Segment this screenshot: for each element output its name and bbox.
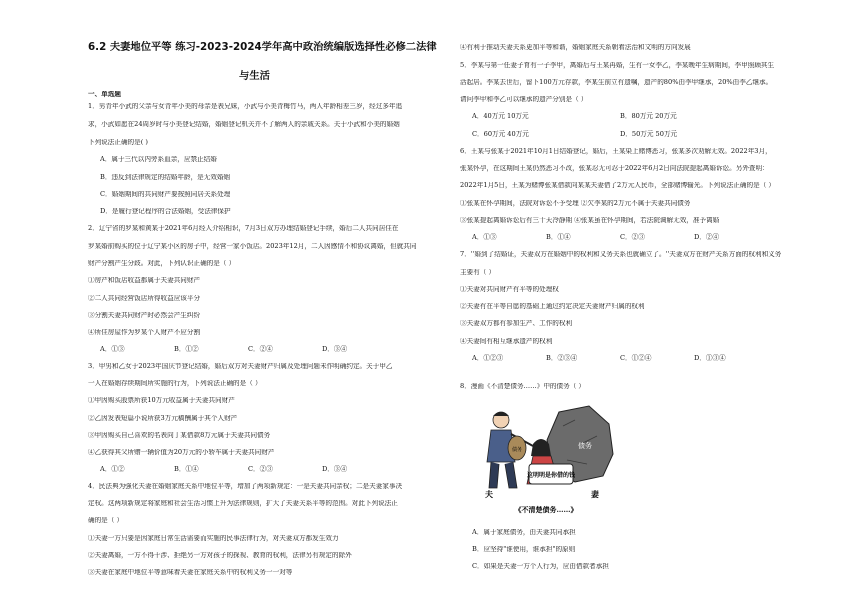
- question-3-statement: ①甲因购买股票所获10万元收益属于夫妻共同财产: [88, 397, 235, 404]
- cartoon-illustration: [471, 404, 621, 517]
- question-3-statement: ②乙因发表短篇小说所获3万元稿酬属于其个人财产: [88, 415, 238, 422]
- question-1-stem: 1．男青年小武的父亲与女青年小美的母亲是表兄妹，小武与小美青梅竹马，两人年龄相差三岁，经过多年追: [88, 103, 403, 110]
- question-8-option-a: A．属于家庭债务，由夫妻共同承担: [472, 529, 576, 536]
- question-4-statement: ①夫妻一方只要是因家庭日常生活需要而实施的民事法律行为，对夫妻双方都发生效力: [88, 535, 339, 542]
- question-7-statement: ②夫妻有在平等自愿的基础上通过约定决定夫妻财产归属的权利: [460, 303, 645, 310]
- question-8-option-c: C．如果是夫妻一方个人行为，应由借款者承担: [472, 563, 609, 570]
- question-2-statement: ④所住房屋作为罗某个人财产不应分割: [88, 329, 201, 336]
- question-4-stem: 确的是（ ）: [88, 517, 124, 524]
- question-4-stem: 4．民法典为强化夫妻在婚姻家庭关系中地位平等，增加了两项新规定：一是夫妻共同亲权；二是夫妻家事决: [88, 483, 403, 490]
- option-a: A．①③: [100, 345, 125, 353]
- option-c: C．60万元 40万元: [472, 130, 529, 138]
- question-5-stem: 请问李甲和李乙可以继承的遗产分别是（ ）: [460, 96, 588, 103]
- question-2-statement: ③分割夫妻共同财产时必然会产生纠纷: [88, 312, 201, 319]
- question-5-stem: 5．李某与第一任妻子育有一子李甲，离婚后与王某再婚，生有一女李乙，李某晚年生病期间，李甲照顾其生: [460, 62, 775, 69]
- option-a: A．①②③: [472, 354, 504, 362]
- section-heading: 一、单选题: [88, 91, 121, 98]
- question-3-statement: ③甲因购买自己喜欢的名表向丁某借款8万元属于夫妻共同债务: [88, 432, 271, 439]
- question-8-stem: 8．漫画《不清楚债务……》中的债务（ ）: [460, 383, 585, 390]
- question-5-options: [460, 113, 795, 122]
- document-title-continued: 与生活: [239, 70, 270, 82]
- option-d: D．50万元 50万元: [620, 130, 678, 138]
- question-7-statement: ①夫妻对共同财产有平等的处理权: [460, 286, 559, 293]
- question-1-stem: 下列说法正确的是( ): [88, 139, 148, 146]
- option-c: C．②③: [620, 233, 645, 241]
- question-1-option-a: A．属于三代以内旁系血亲，应禁止结婚: [100, 156, 217, 163]
- option-c: C．②③: [248, 465, 273, 473]
- question-1-option-d: D．是履行登记程序的合法婚姻，受法律保护: [100, 208, 231, 215]
- question-7-statement: ③夫妻双方都有参加生产、工作的权利: [460, 320, 573, 327]
- option-d: D．②④: [694, 233, 720, 241]
- question-3-stem: 3．甲男和乙女于2023年国庆节登记结婚，婚后双方对夫妻财产归属及处理问题未作明确约定。关于甲乙: [88, 363, 393, 370]
- question-7-stem: 7．''婚到了结婚证，夫妻双方在婚姻中的权利和义务关系也就确立了。''夫妻双方在财产关系方面的权利和义务: [460, 251, 782, 258]
- option-b: B．80万元 20万元: [620, 112, 677, 120]
- question-4-statement: ②夫妻离婚，一方不得干涉、拒绝另一方对孩子的探视、教育的权利，法律另有规定的除外: [88, 552, 352, 559]
- option-b: B．①②: [174, 345, 199, 353]
- option-b: B．②③④: [546, 354, 578, 362]
- option-b: B．①④: [174, 465, 199, 473]
- question-3-options: [88, 466, 421, 475]
- option-d: D．③④: [322, 465, 348, 473]
- option-a: A．40万元 10万元: [472, 112, 529, 120]
- question-4-stem: 定权。这两项新规定将家庭和社会生活习惯上升为法律规则，扩大了夫妻关系平等的范围。对此下列说法正: [88, 500, 398, 507]
- option-d: D．③④: [322, 345, 348, 353]
- question-5-options: [460, 131, 795, 140]
- cartoon-caption: 《不清楚债务……》: [514, 505, 578, 514]
- question-6-statement: ③张某提起离婚诉讼后有三十天冷静期 ④张某虽在怀孕期间，若法院调解无效，准予离婚: [460, 217, 720, 224]
- question-1-option-b: B．违反到法律规定的结婚年龄，是无效婚姻: [100, 174, 231, 181]
- question-6-stem: 2022年1月5日，王某为赌博张某借款向某某夫妻借了2万元人民币，全部赌博输光。下列说法正确的是（ ）: [460, 182, 775, 189]
- question-2-statement: ②二人共同经营饭店所得收益应该平分: [88, 295, 201, 302]
- option-c: C．①②④: [620, 354, 652, 362]
- question-1-option-c: C．婚姻期间的共同财产要按照同居关系处理: [100, 191, 231, 198]
- question-7-stem: 主要有（ ）: [460, 269, 496, 276]
- label-wife: 妻: [591, 489, 599, 499]
- question-6-statement: ①张某在怀孕期间，法院对诉讼不予受理 ②欠李某的2万元不属于夫妻共同债务: [460, 200, 691, 207]
- question-2-stem: 2．辽宁省的罗某和黄某于2021年6月经人介绍相识，7月3日双方办理结婚登记手续，婚后二人共同居住在: [88, 225, 399, 232]
- question-5-stem: 活起居。李某去世后，留下100万元存款，李某生前立有遗嘱，遗产的80%由李甲继承，20%由李乙继承。: [460, 79, 773, 86]
- option-a: A．①③: [472, 233, 497, 241]
- question-2-statement: ①房产和饭店收益都属于夫妻共同财产: [88, 277, 201, 284]
- option-a: A．①②: [100, 465, 125, 473]
- document-title: 6.2 夫妻地位平等 练习-2023-2024学年高中政治统编版选择性必修二法律: [88, 41, 437, 53]
- question-2-stem: 财产分割产生分歧。对此，下列认识正确的是（ ）: [88, 260, 236, 267]
- question-8-option-b: B．应坚持"谁使用，谁承担"的原则: [472, 546, 576, 553]
- question-4-statement: ③夫妻在家庭中地位平等意味着夫妻在家庭关系中的权利义务一一对等: [88, 569, 293, 576]
- label-husband: 夫: [485, 489, 493, 499]
- question-2-stem: 罗某婚前购买的位于辽宁某小区的房子中，经营一家小饭店。2023年12月，二人因感情不和协议离婚，但就共同: [88, 243, 417, 250]
- question-7-statement: ④夫妻间有相互继承遗产的权利: [460, 338, 553, 345]
- question-1-stem: 求，小武如愿在24周岁时与小美登记结婚，婚姻登记机关并不了解两人的亲戚关系。关于小武和小美的婚姻: [88, 121, 400, 128]
- question-3-stem: 一人在婚姻存续期间所实施的行为，下列说法正确的是（ ）: [88, 380, 262, 387]
- question-6-stem: 张某怀孕，在这期间王某仍然恶习不改，张某忍无可忍于2022年6月2日向法院提起离婚诉讼。另外查明：: [460, 165, 769, 172]
- option-b: B．①④: [546, 233, 571, 241]
- question-6-options: [460, 234, 795, 243]
- speech-bubble-text: 这明明是你借的钱: [526, 472, 576, 479]
- question-3-statement: ④乙获得其父所赠一辆价值为20万元的小轿车属于夫妻共同财产: [88, 449, 275, 456]
- question-7-options: [460, 355, 795, 364]
- left-column: [88, 0, 437, 608]
- rock-text: 债务: [578, 442, 592, 450]
- question-6-stem: 6．王某与张某于2021年10月1日结婚登记，婚后，王某染上赌博恶习，张某多次劝解无效。2022年3月，: [460, 148, 772, 155]
- question-2-options: [88, 346, 421, 355]
- option-c: C．②④: [248, 345, 273, 353]
- question-4-statement: ④有利于推动夫妻关系更加平等和谐，婚姻家庭关系朝着法治和文明的方向发展: [460, 44, 691, 51]
- right-column: [460, 0, 795, 608]
- option-d: D．①③④: [694, 354, 726, 362]
- sack-text: 债务: [511, 447, 523, 453]
